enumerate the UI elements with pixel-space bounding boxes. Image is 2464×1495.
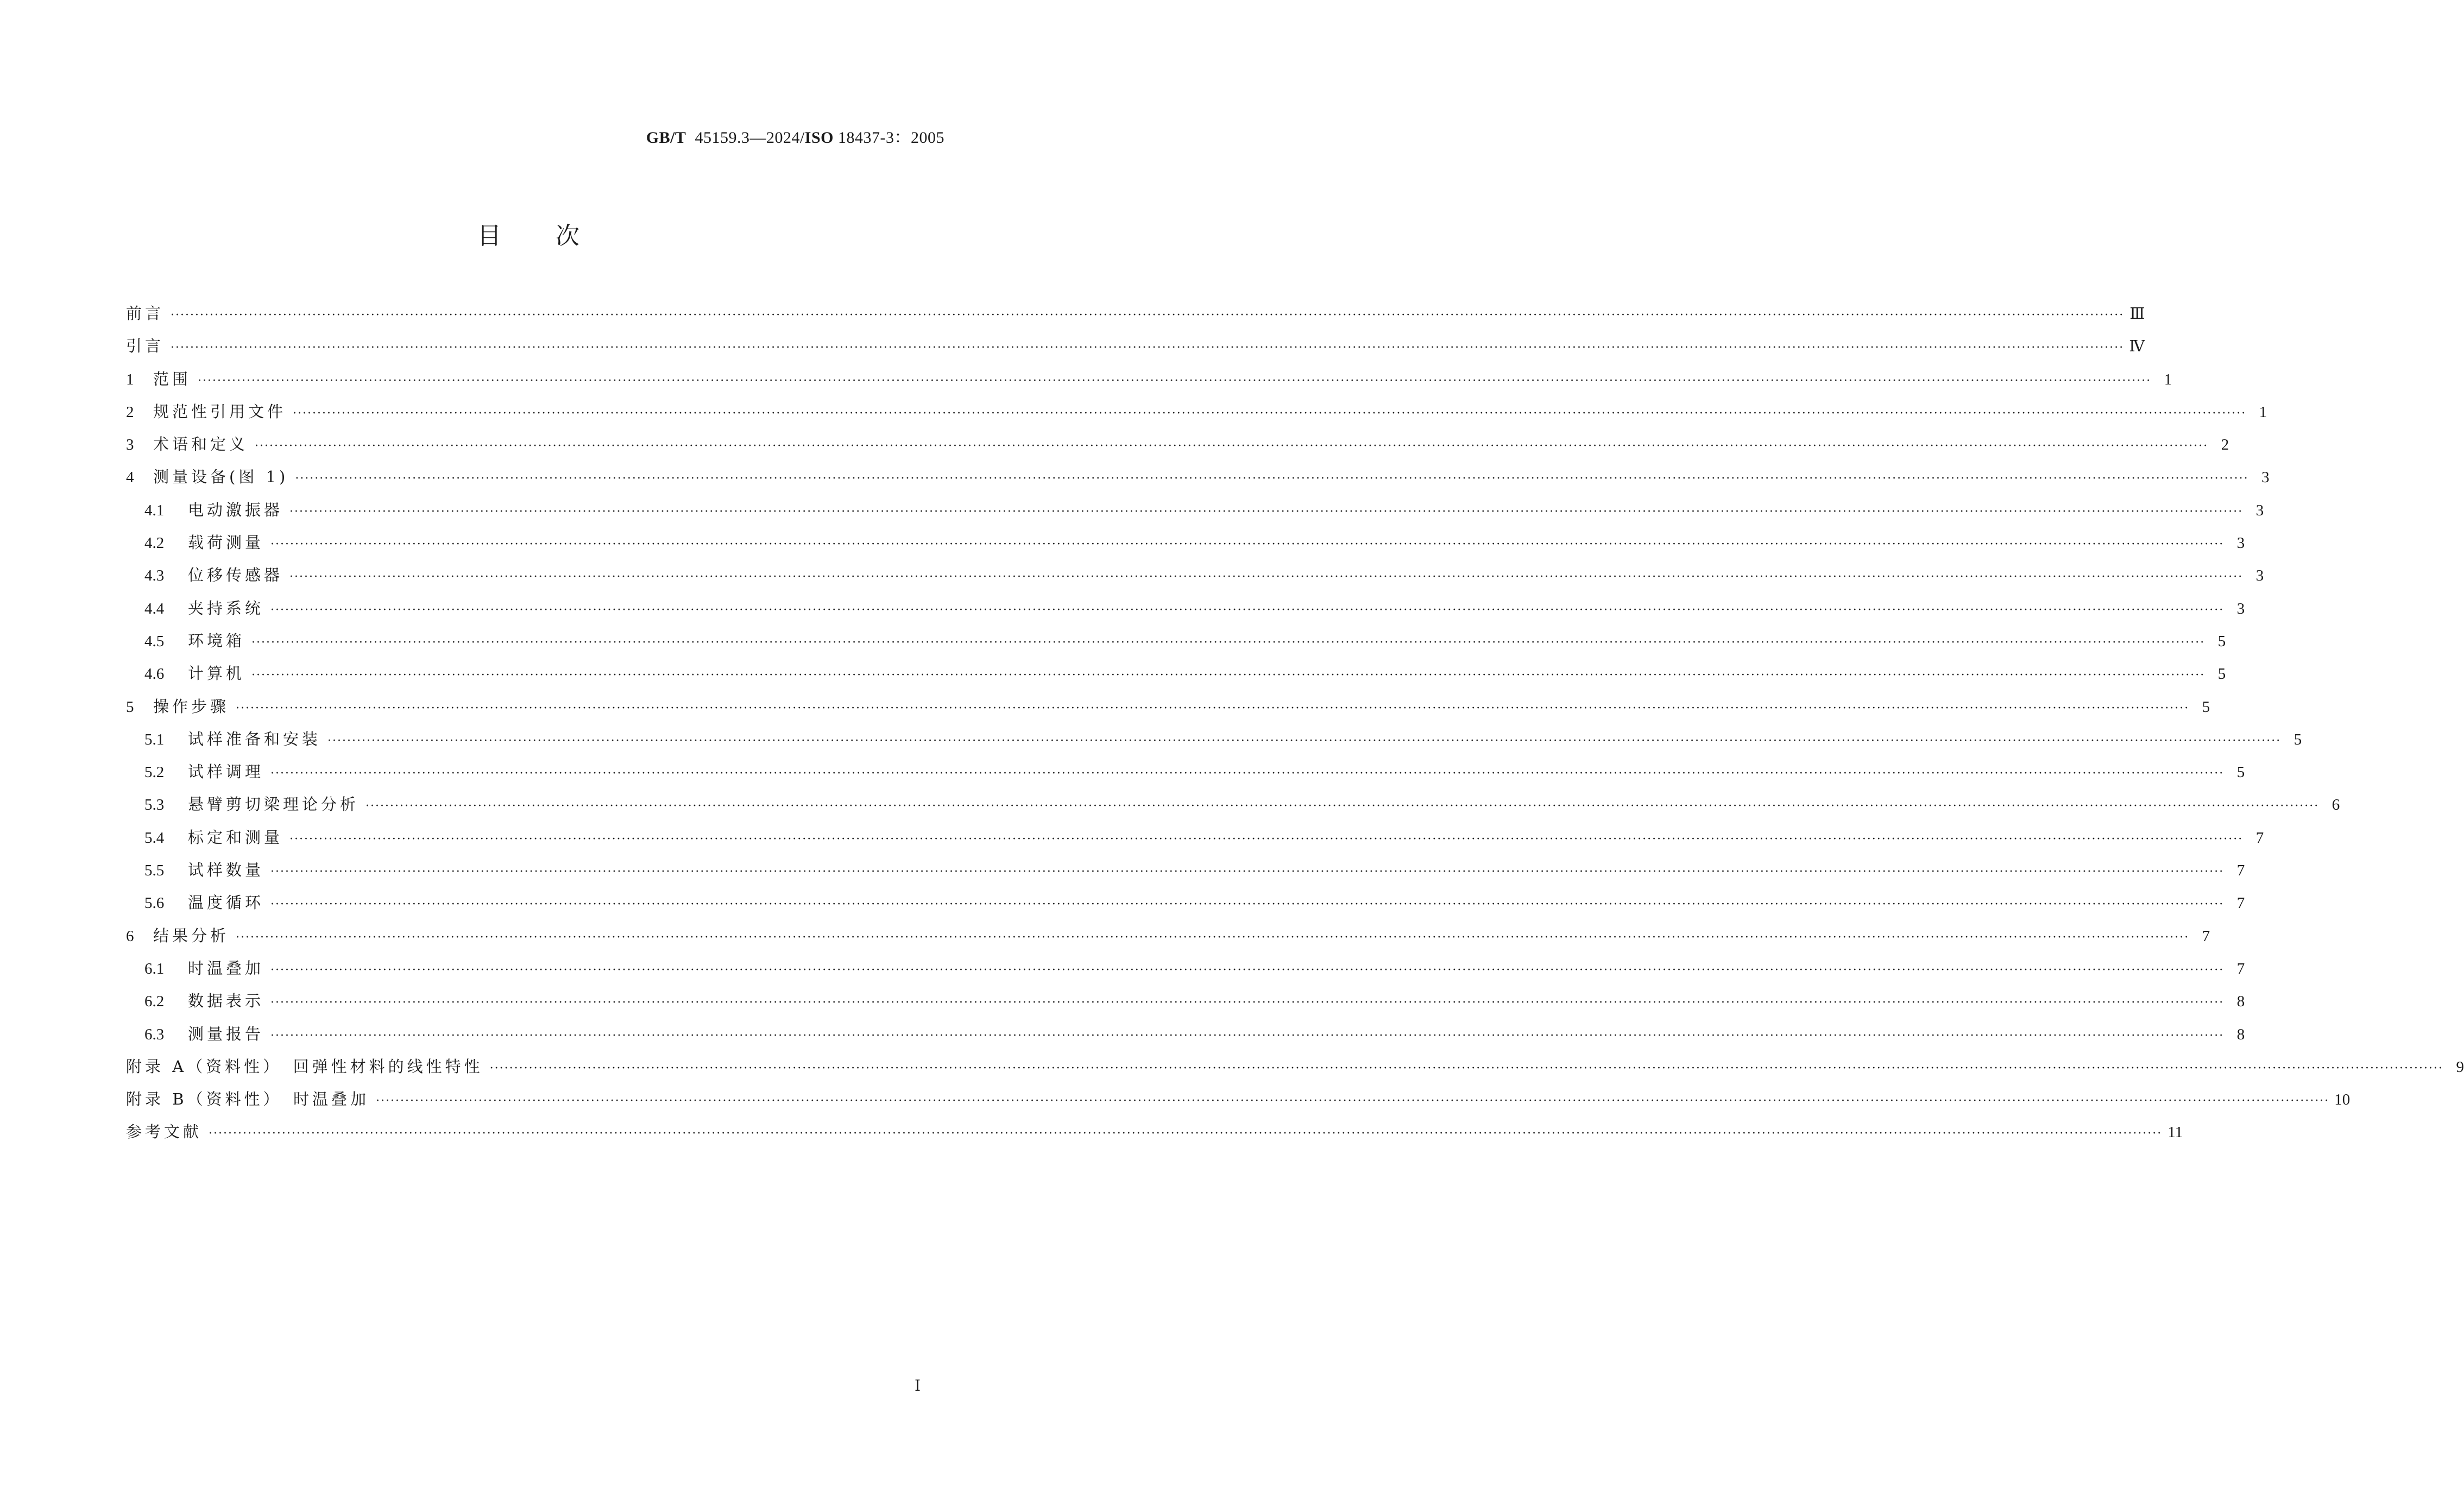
- toc-entry[interactable]: [126, 696, 2210, 728]
- toc-dot-leader: ················································································································································································································································································································································································································: [270, 898, 2224, 912]
- toc-entry[interactable]: [126, 302, 2145, 335]
- toc-entry-page: 5: [2217, 632, 2226, 650]
- toc-entry-page: 10: [2334, 1091, 2350, 1109]
- toc-dot-leader: ················································································································································································································································································································································································································: [489, 1061, 2443, 1075]
- toc-dot-leader: ················································································································································································································································································································································································································: [270, 996, 2224, 1010]
- toc-dot-leader: ················································································································································································································································································································································································································: [289, 832, 2244, 846]
- toc-entry[interactable]: [126, 859, 2245, 892]
- toc-dot-leader: ················································································································································································································································································································································································································: [236, 701, 2190, 715]
- toc-entry-number: 5.3: [144, 796, 165, 814]
- toc-dot-leader: ················································································································································································································································································································································································································: [251, 635, 2205, 649]
- toc-entry[interactable]: [126, 793, 2340, 826]
- toc-entry-page: 3: [2236, 534, 2245, 552]
- toc-entry-label: 参考文献: [126, 1122, 203, 1141]
- toc-entry-page: 11: [2167, 1124, 2183, 1141]
- toc-entry-number: 2: [126, 403, 134, 421]
- toc-entry-number: 5: [126, 698, 134, 716]
- toc-entry-label: 结果分析: [153, 926, 230, 945]
- toc-entry-label: 标定和测量: [188, 828, 283, 847]
- toc-entry-page: 6: [2331, 796, 2340, 814]
- toc-entry-label: 温度循环: [188, 893, 264, 912]
- toc-dot-leader: ················································································································································································································································································································································································································: [295, 472, 2249, 486]
- toc-entry[interactable]: [126, 663, 2226, 695]
- toc-dot-leader: ················································································································································································································································································································································································································: [270, 1029, 2224, 1043]
- toc-dot-leader: ················································································································································································································································································································································································································: [365, 799, 2320, 813]
- toc-dot-leader: ················································································································································································································································································································································································································: [255, 439, 2209, 453]
- toc-dot-leader: ················································································································································································································································································································································································································: [236, 930, 2190, 944]
- toc-entry[interactable]: [126, 433, 2229, 466]
- toc-entry-label: 夹持系统: [188, 598, 264, 617]
- toc-entry-page: 5: [2217, 665, 2226, 683]
- toc-entry-number: 1: [126, 370, 134, 388]
- toc-entry-label: 计算机: [188, 664, 245, 683]
- page-number: Ⅰ: [915, 1378, 921, 1395]
- toc-entry-page: 1: [2164, 370, 2172, 388]
- standard-code: GB/T: [646, 129, 686, 147]
- toc-entry[interactable]: [126, 368, 2172, 401]
- toc-entry[interactable]: [126, 466, 2270, 499]
- toc-entry-label: 引言: [126, 337, 165, 356]
- toc-entry-page: 3: [2255, 567, 2264, 585]
- toc-entry[interactable]: [126, 630, 2226, 663]
- toc-entry-label: 前言: [126, 304, 165, 323]
- toc-entry-number: 5.2: [144, 764, 165, 781]
- iso-number: 18437-3：2005: [838, 129, 944, 147]
- toc-dot-leader: ················································································································································································································································································································································································································: [327, 734, 2282, 748]
- toc-entry[interactable]: [126, 1088, 2350, 1121]
- toc-entry-number: 4.6: [144, 665, 165, 683]
- toc-entry-page: 9: [2456, 1058, 2464, 1076]
- toc-entry-label: 试样准备和安装: [188, 729, 322, 748]
- toc-entry-number: 4.1: [144, 501, 165, 519]
- toc-dot-leader: ················································································································································································································································································································································································································: [289, 570, 2244, 584]
- toc-entry-page: 8: [2236, 1025, 2245, 1043]
- toc-entry-label: 试样数量: [188, 861, 264, 880]
- toc-entry-label: 试样调理: [188, 762, 264, 781]
- toc-entry-page: Ⅲ: [2129, 305, 2145, 323]
- toc-entry-label: 载荷测量: [188, 533, 264, 552]
- toc-entry-page: 7: [2255, 829, 2264, 847]
- toc-entry-label: 测量设备(图 1): [153, 468, 289, 487]
- toc-entry-label: 附录 B（资料性） 时温叠加: [126, 1090, 370, 1109]
- toc-entry-page: 7: [2202, 927, 2210, 945]
- toc-entry-number: 3: [126, 436, 134, 454]
- toc-dot-leader: ················································································································································································································································································································································································································: [270, 963, 2224, 977]
- toc-entry[interactable]: [126, 925, 2210, 957]
- toc-dot-leader: ················································································································································································································································································································································································································: [289, 504, 2244, 519]
- toc-entry-label: 术语和定义: [153, 435, 249, 454]
- toc-entry-page: 1: [2259, 403, 2267, 421]
- toc-entry-page: 8: [2236, 993, 2245, 1011]
- toc-entry[interactable]: [126, 564, 2264, 597]
- table-of-contents: [126, 302, 2464, 1154]
- toc-dot-leader: ················································································································································································································································································································································································································: [251, 668, 2205, 683]
- toc-entry-page: 3: [2261, 469, 2270, 487]
- toc-entry-label: 位移传感器: [188, 566, 283, 585]
- toc-entry-label: 附录 A（资料性） 回弹性材料的线性特性: [126, 1057, 483, 1076]
- toc-entry-number: 6: [126, 927, 134, 945]
- toc-entry[interactable]: [126, 1023, 2245, 1056]
- toc-entry[interactable]: [126, 892, 2245, 924]
- toc-entry[interactable]: [126, 532, 2245, 564]
- standard-header: [646, 124, 944, 148]
- toc-entry-label: 规范性引用文件: [153, 402, 287, 421]
- toc-dot-leader: ················································································································································································································································································································································································································: [270, 865, 2224, 879]
- toc-entry-label: 悬臂剪切梁理论分析: [188, 795, 360, 814]
- toc-entry-label: 数据表示: [188, 992, 264, 1011]
- toc-entry[interactable]: [126, 990, 2245, 1023]
- toc-entry-number: 4: [126, 469, 134, 487]
- toc-dot-leader: ················································································································································································································································································································································································································: [376, 1094, 2330, 1108]
- toc-entry[interactable]: [126, 499, 2264, 532]
- toc-entry-label: 电动激振器: [188, 500, 283, 519]
- toc-entry[interactable]: [126, 1121, 2183, 1153]
- toc-dot-leader: ················································································································································································································································································································································································································: [270, 538, 2224, 552]
- toc-entry-number: 6.1: [144, 960, 165, 977]
- toc-entry-page: 7: [2236, 894, 2245, 912]
- toc-entry-label: 环境箱: [188, 631, 245, 650]
- toc-entry-page: Ⅳ: [2129, 338, 2145, 356]
- toc-dot-leader: ················································································································································································································································································································································································································: [209, 1127, 2163, 1141]
- toc-entry-number: 4.2: [144, 534, 165, 552]
- toc-entry-page: 5: [2293, 730, 2302, 748]
- toc-entry[interactable]: [126, 335, 2145, 368]
- toc-dot-leader: ················································································································································································································································································································································································································: [293, 406, 2247, 420]
- toc-entry-number: 4.4: [144, 600, 165, 617]
- toc-entry-page: 3: [2236, 600, 2245, 617]
- toc-entry-label: 测量报告: [188, 1024, 264, 1043]
- toc-entry-label: 操作步骤: [153, 697, 230, 716]
- toc-entry[interactable]: [126, 401, 2267, 433]
- toc-entry[interactable]: [126, 1056, 2464, 1088]
- iso-code: ISO: [804, 129, 834, 147]
- toc-entry[interactable]: [126, 957, 2245, 990]
- toc-entry-number: 6.3: [144, 1025, 165, 1043]
- toc-entry-number: 5.1: [144, 730, 165, 748]
- toc-entry-label: 时温叠加: [188, 958, 264, 977]
- toc-entry-page: 2: [2221, 436, 2229, 454]
- toc-entry-number: 6.2: [144, 993, 165, 1011]
- toc-entry-number: 4.5: [144, 632, 165, 650]
- toc-entry-label: 范围: [153, 369, 192, 388]
- toc-dot-leader: ················································································································································································································································································································································································································: [270, 603, 2224, 617]
- toc-entry-page: 7: [2236, 862, 2245, 880]
- toc-dot-leader: ················································································································································································································································································································································································································: [270, 767, 2224, 781]
- toc-entry[interactable]: [126, 761, 2245, 793]
- toc-entry-page: 3: [2255, 501, 2264, 519]
- toc-entry-page: 7: [2236, 960, 2245, 977]
- toc-entry-page: 5: [2236, 764, 2245, 781]
- toc-entry-number: 5.6: [144, 894, 165, 912]
- toc-entry-number: 4.3: [144, 567, 165, 585]
- toc-entry-number: 5.5: [144, 862, 165, 880]
- toc-dot-leader: ················································································································································································································································································································································································································: [171, 341, 2125, 355]
- standard-number: 45159.3—2024/: [695, 129, 805, 147]
- toc-entry[interactable]: [126, 728, 2302, 761]
- toc-dot-leader: ················································································································································································································································································································································································································: [198, 374, 2152, 388]
- toc-entry-page: 5: [2202, 698, 2210, 716]
- toc-entry[interactable]: [126, 597, 2245, 630]
- toc-entry-number: 5.4: [144, 829, 165, 847]
- page-title: 目次: [477, 222, 634, 250]
- toc-dot-leader: ················································································································································································································································································································································································································: [171, 308, 2125, 322]
- toc-entry[interactable]: [126, 827, 2264, 859]
